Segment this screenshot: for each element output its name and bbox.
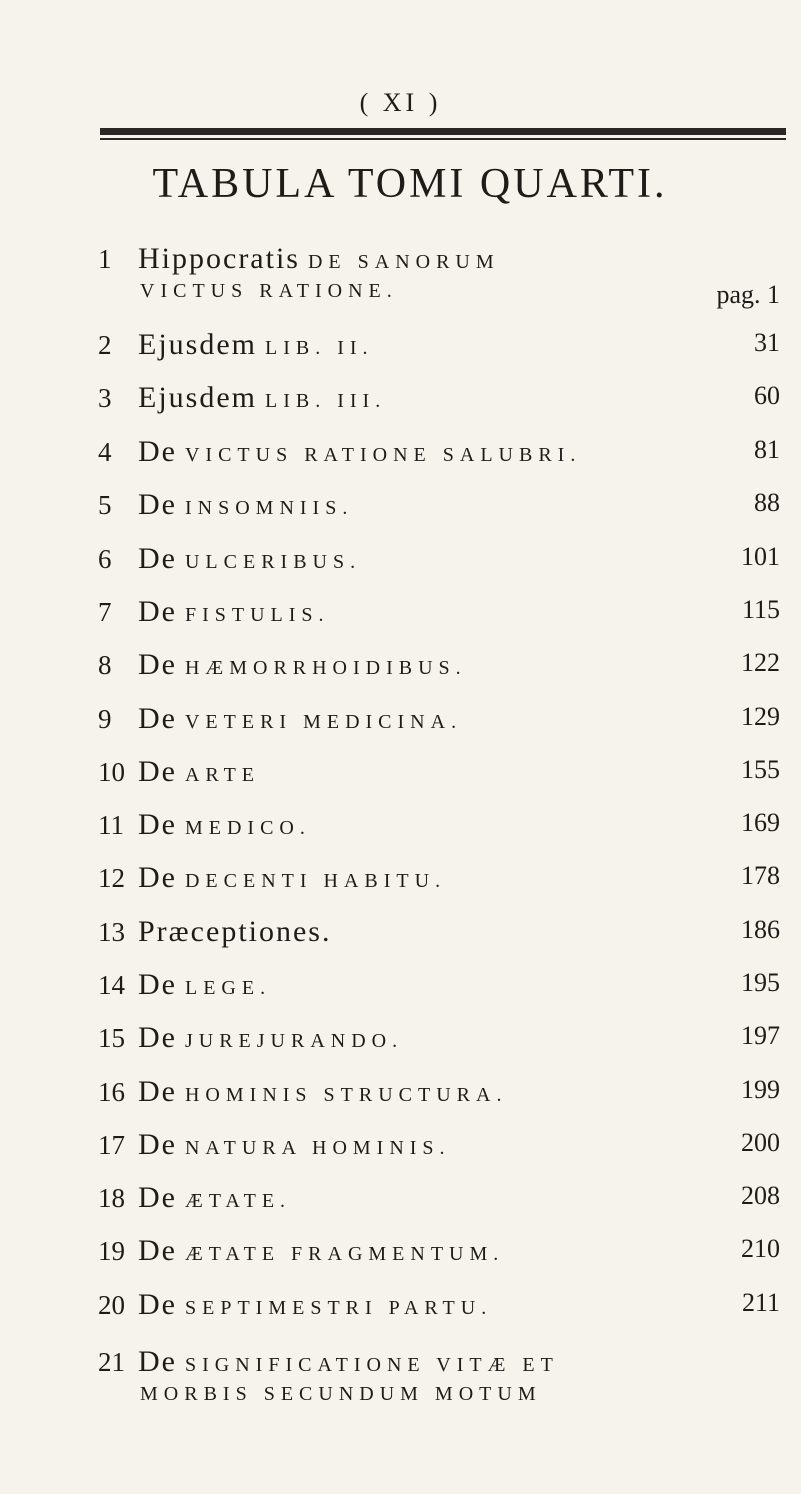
entry-number: 2 [98, 330, 112, 360]
entry-title: SIGNIFICATIONE VITÆ ET [184, 1354, 559, 1376]
toc-entry [98, 435, 780, 469]
entry-number: 12 [98, 863, 125, 893]
entry-lead-word: De [138, 1075, 177, 1108]
toc-entry [98, 1128, 780, 1162]
toc-entry [98, 808, 780, 842]
entry-title: MEDICO. [184, 817, 311, 839]
entry-page-number: 129 [741, 702, 780, 731]
entry-title-continued: VICTUS RATIONE. pag. 1 [140, 280, 780, 309]
entry-page-number: 122 [741, 648, 780, 677]
entry-number: 11 [98, 810, 124, 840]
entry-lead-word: De [138, 808, 177, 841]
entry-title: DE SANORUM [307, 251, 500, 273]
entry-title: ÆTATE. [184, 1190, 292, 1212]
entry-lead-word: De [138, 1345, 177, 1378]
entry-number: 3 [98, 383, 112, 413]
entry-lead-word: De [138, 702, 177, 735]
entry-page-number: 88 [754, 488, 780, 517]
toc-entry [98, 1288, 780, 1322]
entry-lead-word: De [138, 755, 177, 788]
entry-lead-word: De [138, 1234, 177, 1267]
entry-title: HÆMORRHOIDIBUS. [184, 657, 467, 679]
header-rule-thick [100, 128, 786, 135]
entry-title: VICTUS RATIONE SALUBRI. [184, 444, 582, 466]
entry-lead-word: De [138, 542, 177, 575]
entry-page-number: 208 [741, 1181, 780, 1210]
entry-title: FISTULIS. [184, 604, 330, 626]
toc-entry [98, 328, 780, 362]
entry-title: INSOMNIIS. [184, 497, 354, 519]
entry-lead-word: De [138, 1288, 177, 1321]
toc-entry [98, 1234, 780, 1268]
entry-page-number: 200 [741, 1128, 780, 1157]
entry-title: JUREJURANDO. [184, 1030, 404, 1052]
toc-entry [98, 1181, 780, 1215]
entry-title: ULCERIBUS. [184, 551, 362, 573]
entry-page-number: 186 [741, 915, 780, 944]
entry-number: 14 [98, 970, 125, 1000]
toc-entry [98, 1021, 780, 1055]
entry-lead-word: De [138, 1021, 177, 1054]
entry-page-number: 211 [741, 1288, 780, 1317]
entry-number: 10 [98, 757, 125, 787]
entry-title: HOMINIS STRUCTURA. [184, 1084, 508, 1106]
entry-lead-word: De [138, 488, 177, 521]
entry-lead-word: Præceptiones. [138, 915, 332, 948]
entry-title: DECENTI HABITU. [184, 870, 447, 892]
entry-page-number: 195 [741, 968, 780, 997]
entry-number: 5 [98, 490, 112, 520]
entry-title: ARTE [184, 764, 260, 786]
entry-number: 6 [98, 544, 112, 574]
entry-lead-word: Hippocratis [138, 242, 300, 275]
entry-number: 9 [98, 704, 112, 734]
entry-number: 20 [98, 1290, 125, 1320]
entry-page-number: 155 [741, 755, 780, 784]
entry-title: LIB. II. [265, 337, 374, 359]
entry-title: LIB. III. [265, 390, 387, 412]
entry-lead-word: De [138, 595, 177, 628]
entry-page-number: 101 [741, 542, 780, 571]
entry-number: 16 [98, 1077, 125, 1107]
entry-page-number: 197 [741, 1021, 780, 1050]
entry-page-number: 60 [754, 381, 780, 410]
entry-number: 21 [98, 1347, 125, 1377]
entry-title: LEGE. [184, 977, 272, 999]
entry-number: 4 [98, 437, 112, 467]
header-rule-thin [100, 138, 786, 140]
toc-entry [98, 968, 780, 1002]
entry-page-number: pag. 1 [716, 280, 780, 309]
toc-entry [98, 1075, 780, 1109]
entry-lead-word: De [138, 435, 177, 468]
entry-page-number: 81 [754, 435, 780, 464]
entry-page-number: 169 [741, 808, 780, 837]
page-title: TABULA TOMI QUARTI. [152, 161, 668, 207]
entry-page-number: 115 [741, 595, 780, 624]
entry-lead-word: De [138, 1128, 177, 1161]
toc-entry [98, 595, 780, 629]
entry-page-number: 31 [754, 328, 780, 357]
toc-entry [98, 755, 780, 789]
toc-entry [98, 702, 780, 736]
entry-title: SEPTIMESTRI PARTU. [184, 1297, 493, 1319]
toc-entry [98, 648, 780, 682]
entry-title: VETERI MEDICINA. [184, 711, 463, 733]
entry-number: 7 [98, 597, 112, 627]
entry-number: 19 [98, 1236, 125, 1266]
entry-lead-word: Ejusdem [138, 381, 257, 414]
entry-title-continued: MORBIS SECUNDUM MOTUM [140, 1383, 542, 1405]
page-number: ( XI ) [359, 88, 442, 117]
entry-lead-word: De [138, 861, 177, 894]
entry-lead-word: Ejusdem [138, 328, 257, 361]
entry-page-number: 210 [741, 1234, 780, 1263]
entry-lead-word: De [138, 968, 177, 1001]
toc-entry [98, 915, 780, 949]
entry-number: 17 [98, 1130, 125, 1160]
entry-title: ÆTATE FRAGMENTUM. [184, 1243, 505, 1265]
entry-lead-word: De [138, 1181, 177, 1214]
entry-page-number: 199 [741, 1075, 780, 1104]
entry-number: 8 [98, 650, 112, 680]
entry-lead-word: De [138, 648, 177, 681]
toc-entry [98, 861, 780, 895]
entry-number: 15 [98, 1023, 125, 1053]
toc-entry [98, 1345, 780, 1406]
entry-page-number: 178 [741, 861, 780, 890]
entry-title: NATURA HOMINIS. [184, 1137, 451, 1159]
toc-entry [98, 381, 780, 415]
entry-number: 13 [98, 917, 125, 947]
entry-number: 1 [98, 244, 112, 274]
toc-entry [98, 542, 780, 576]
toc-entry [98, 242, 780, 309]
entry-number: 18 [98, 1183, 125, 1213]
toc-entry [98, 488, 780, 522]
